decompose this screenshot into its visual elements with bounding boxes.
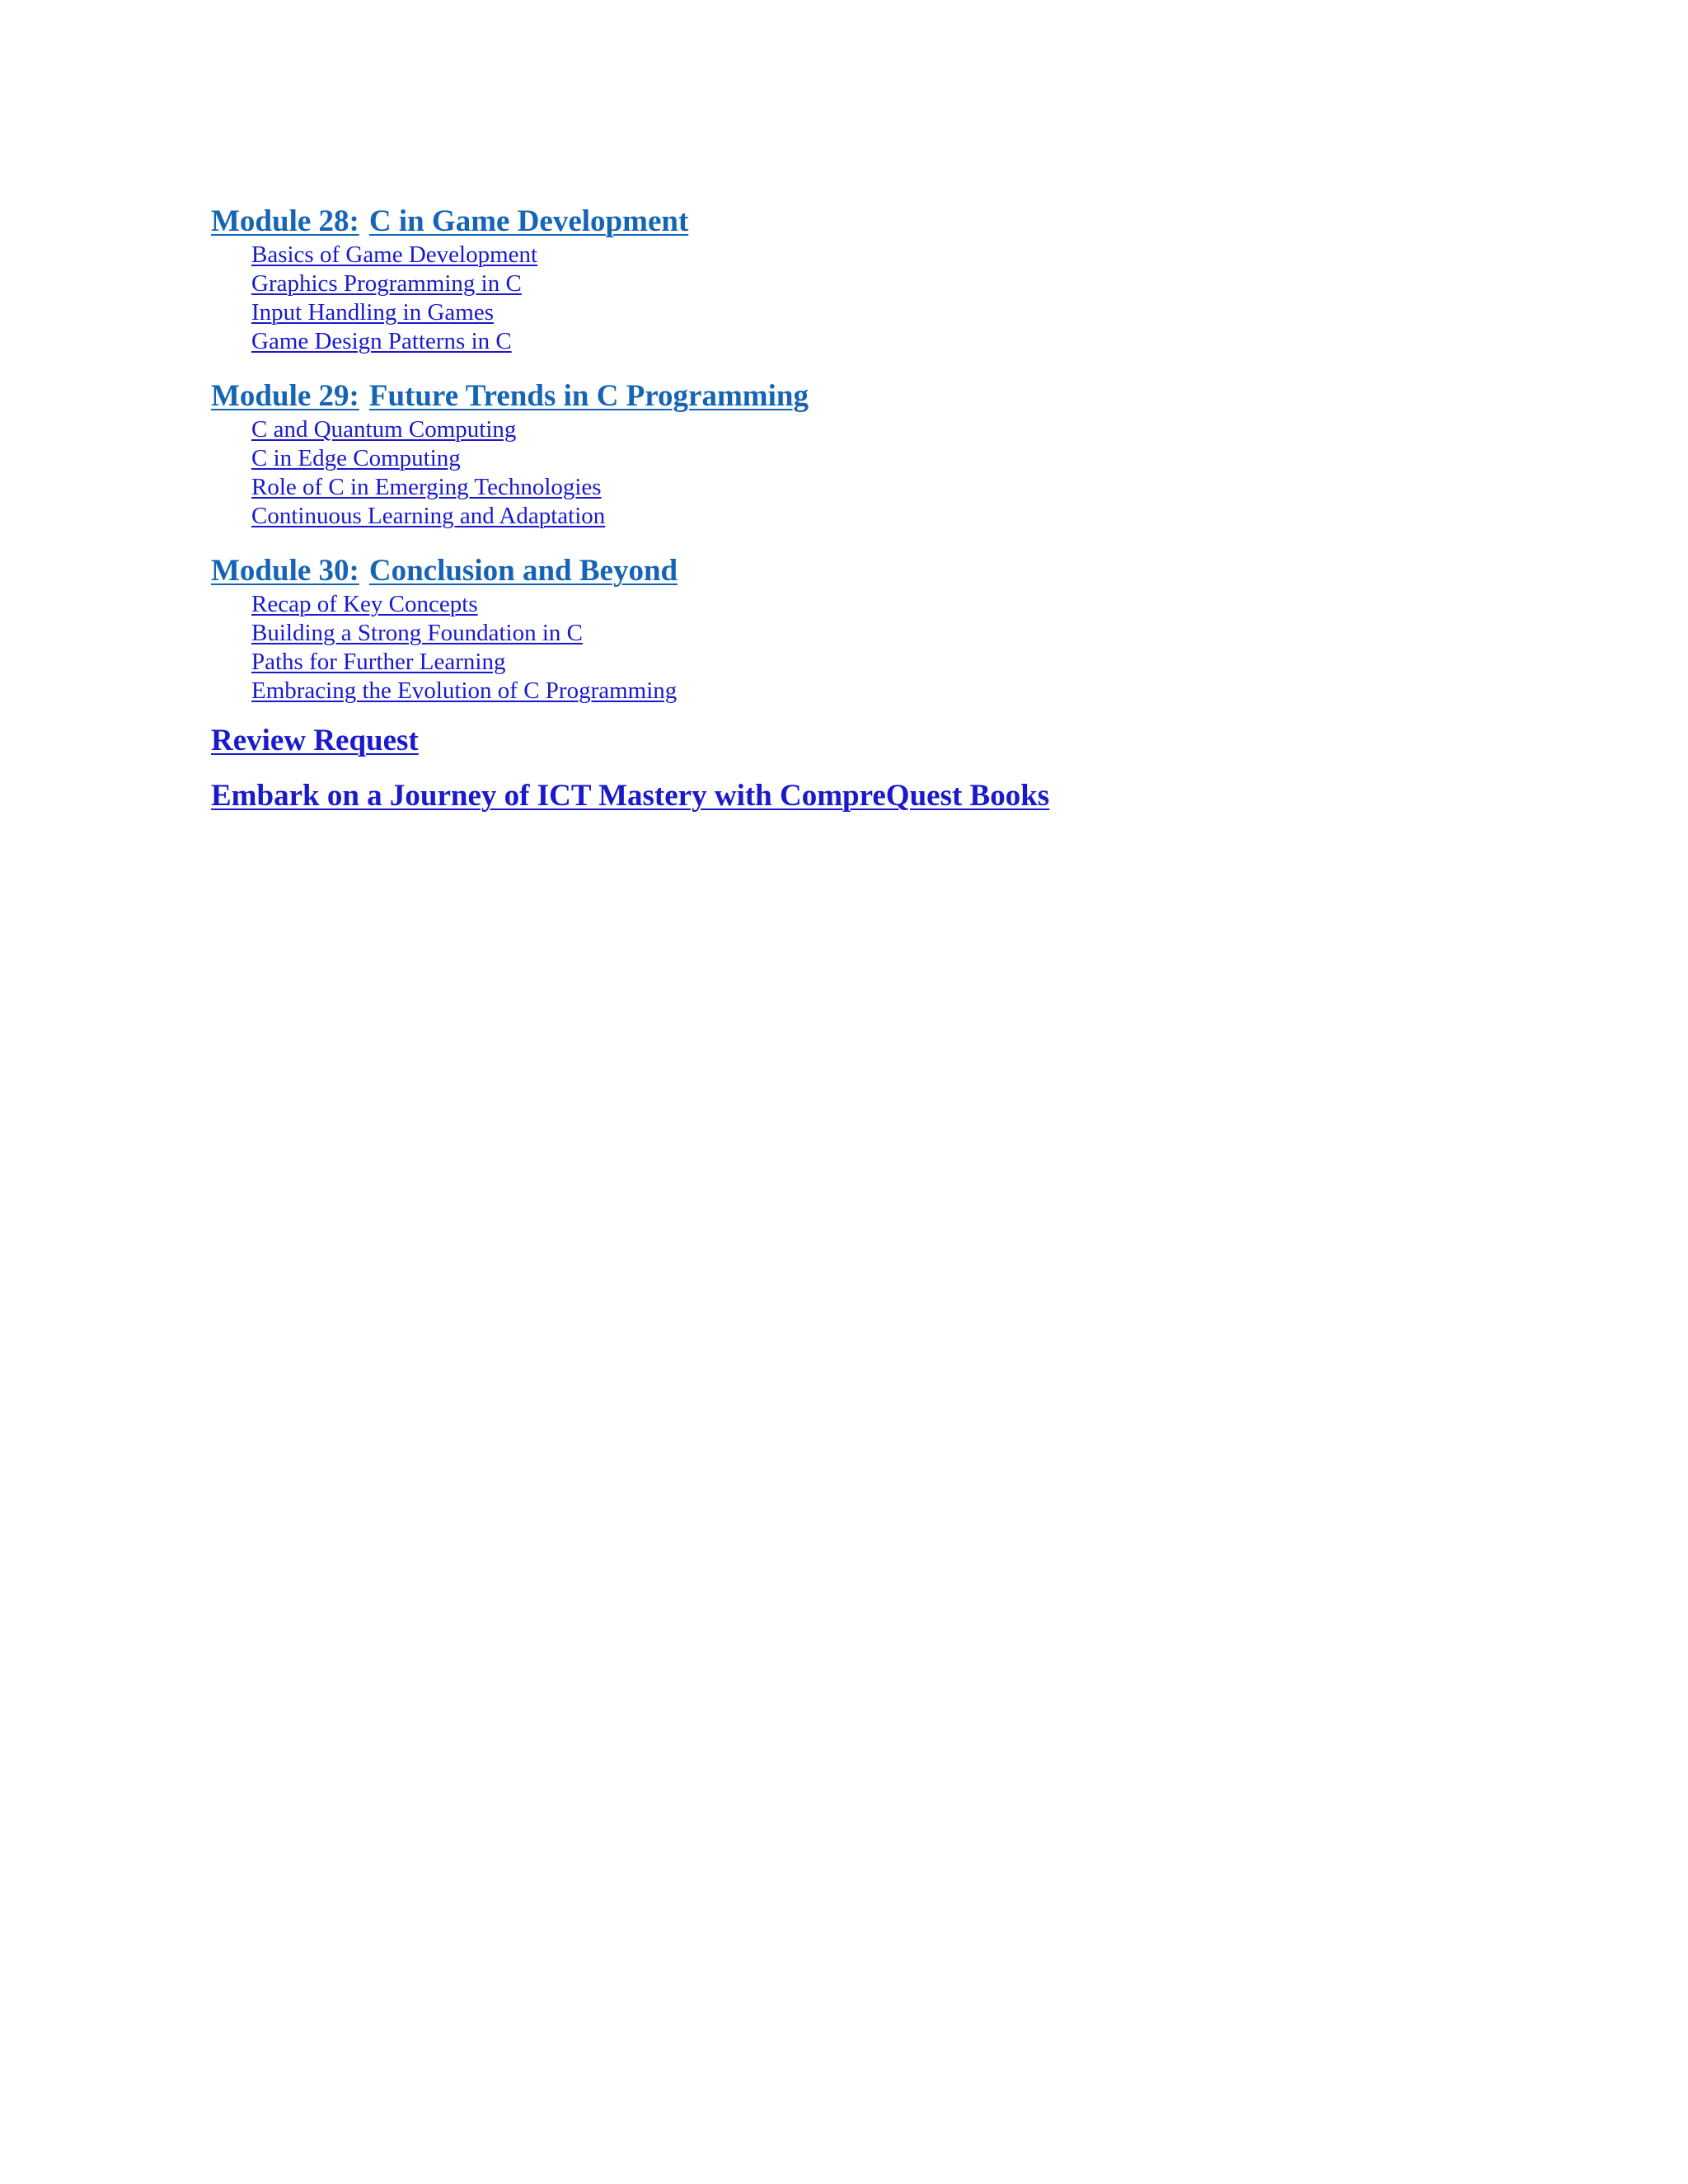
- module-number-link[interactable]: Module 28:: [211, 204, 359, 238]
- embark-link[interactable]: Embark on a Journey of ICT Mastery with CompreQuest Books: [211, 779, 1050, 813]
- topic-list: [211, 241, 1530, 356]
- list-item: [251, 648, 1530, 677]
- list-item: [251, 677, 1530, 705]
- review-request-heading: [211, 722, 1530, 760]
- module-30: [211, 552, 1530, 705]
- topic-link[interactable]: Graphics Programming in C: [251, 270, 522, 297]
- table-of-contents: [211, 203, 1530, 832]
- module-title-link[interactable]: C in Game Development: [368, 204, 689, 238]
- topic-link[interactable]: Paths for Further Learning: [251, 649, 506, 675]
- module-number-link[interactable]: Module 29:: [211, 379, 359, 413]
- review-request-link[interactable]: Review Request: [211, 724, 419, 757]
- topic-link[interactable]: Building a Strong Foundation in C: [251, 620, 583, 646]
- module-title-link[interactable]: Future Trends in C Programming: [368, 379, 809, 413]
- module-heading: [211, 203, 1530, 241]
- module-29: [211, 377, 1530, 531]
- list-item: [251, 415, 1530, 444]
- list-item: [251, 327, 1530, 356]
- embark-heading: [211, 777, 1530, 815]
- module-number-link[interactable]: Module 30:: [211, 554, 359, 588]
- list-item: [251, 241, 1530, 269]
- topic-list: [211, 590, 1530, 705]
- list-item: [251, 502, 1530, 531]
- topic-link[interactable]: Basics of Game Development: [251, 241, 538, 268]
- module-heading: [211, 552, 1530, 590]
- list-item: [251, 444, 1530, 473]
- list-item: [251, 473, 1530, 502]
- module-heading: [211, 377, 1530, 415]
- list-item: [251, 269, 1530, 298]
- list-item: [251, 619, 1530, 648]
- topic-link[interactable]: Continuous Learning and Adaptation: [251, 503, 606, 529]
- topic-link[interactable]: Game Design Patterns in C: [251, 328, 512, 354]
- topic-link[interactable]: C in Edge Computing: [251, 445, 461, 471]
- module-28: [211, 203, 1530, 356]
- topic-link[interactable]: Recap of Key Concepts: [251, 591, 478, 617]
- list-item: [251, 590, 1530, 619]
- module-title-link[interactable]: Conclusion and Beyond: [368, 554, 678, 588]
- topic-list: [211, 415, 1530, 531]
- list-item: [251, 298, 1530, 327]
- topic-link[interactable]: Embracing the Evolution of C Programming: [251, 677, 678, 704]
- topic-link[interactable]: C and Quantum Computing: [251, 416, 517, 443]
- topic-link[interactable]: Role of C in Emerging Technologies: [251, 474, 602, 500]
- topic-link[interactable]: Input Handling in Games: [251, 299, 494, 326]
